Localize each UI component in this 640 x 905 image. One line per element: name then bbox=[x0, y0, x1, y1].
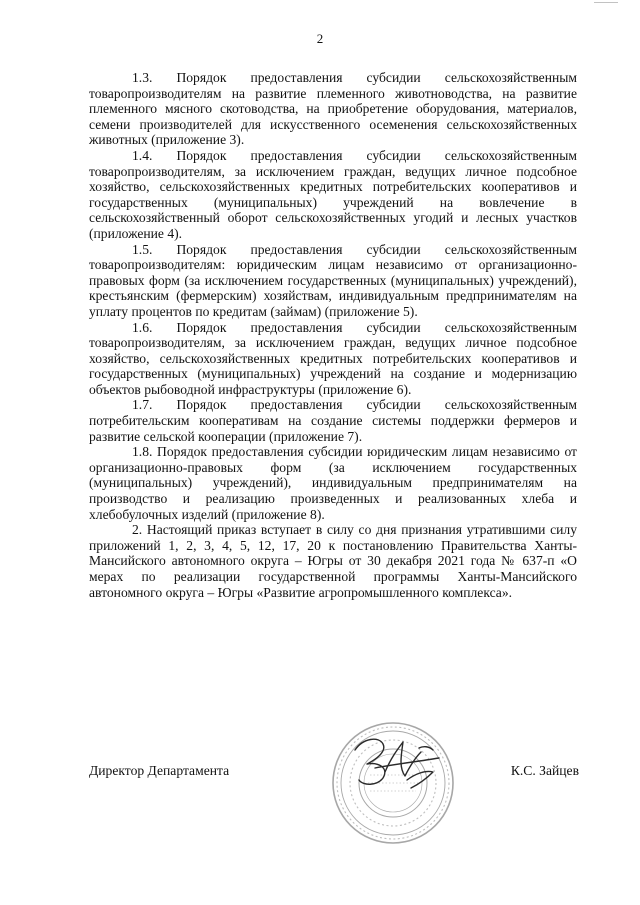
page-number: 2 bbox=[316, 31, 324, 46]
paragraph-1-7: 1.7. Порядок предоставления субсидии сельскохозяйственным потребительским кооперативам на создание системы поддержки фермеров и развитие сельской кооперации (приложение 7). bbox=[89, 397, 577, 444]
signature-block bbox=[89, 763, 579, 783]
paragraph-1-6: 1.6. Порядок предоставления субсидии сельскохозяйственным товаропроизводителям, за исключением граждан, ведущих личное подсобное хозяйство, сельскохозяйственных кредитных потребительских кооперативов и государственных (муниципальных) учреждений на создание и модернизацию объектов рыбоводной инфраструктуры (приложение 6). bbox=[89, 319, 577, 397]
paragraph-1-4: 1.4. Порядок предоставления субсидии сельскохозяйственным товаропроизводителям, за исключением граждан, ведущих личное подсобное хозяйство, сельскохозяйственных кредитных потребительских кооперативов и государственных (муниципальных) учреждений на вовлечение в сельскохозяйственный оборот сельскохозяйственных угодий и лесных участков (приложение 4). bbox=[89, 147, 577, 241]
paragraph-1-5: 1.5. Порядок предоставления субсидии сельскохозяйственным товаропроизводителям: юридическим лицам независимо от организационно-правовых форм (за исключением государственных (муниципальных) учреждений), крестьянским (фермерским) хозяйствам, индивидуальным предпринимателям на уплату процентов по кредитам (займам) (приложение 5). bbox=[89, 241, 577, 319]
scan-corner-mark bbox=[594, 2, 618, 7]
paragraph-1-3: 1.3. Порядок предоставления субсидии сельскохозяйственным товаропроизводителям на развитие племенного животноводства, на развитие племенного мясного скотоводства, на приобретение оборудования, материалов, семени производителей для искусственного осеменения сельскохозяйственных животных (приложение 3). bbox=[89, 70, 577, 148]
paragraph-2: 2. Настоящий приказ вступает в силу со дня признания утратившими силу приложений 1, 2, 3, 4, 5, 12, 17, 20 к постановлению Правительства Ханты-Мансийского автономного округа – Югры от 30 декабря 2021 года № 637-п «О мерах по реализации государственной программы Ханты-Мансийского автономного округа – Югры «Развитие агропромышленного комплекса». bbox=[89, 522, 577, 600]
document-body bbox=[89, 70, 577, 600]
paragraph-1-8: 1.8. Порядок предоставления субсидии юридическим лицам независимо от организационно-правовых форм (за исключением государственных (муниципальных) учреждений), индивидуальным предпринимателям на производство и реализацию произведенных и реализованных хлеба и хлебобулочных изделий (приложение 8). bbox=[89, 444, 577, 522]
signatory-title: Директор Департамента bbox=[89, 763, 230, 778]
signatory-name: К.С. Зайцев bbox=[510, 763, 579, 778]
